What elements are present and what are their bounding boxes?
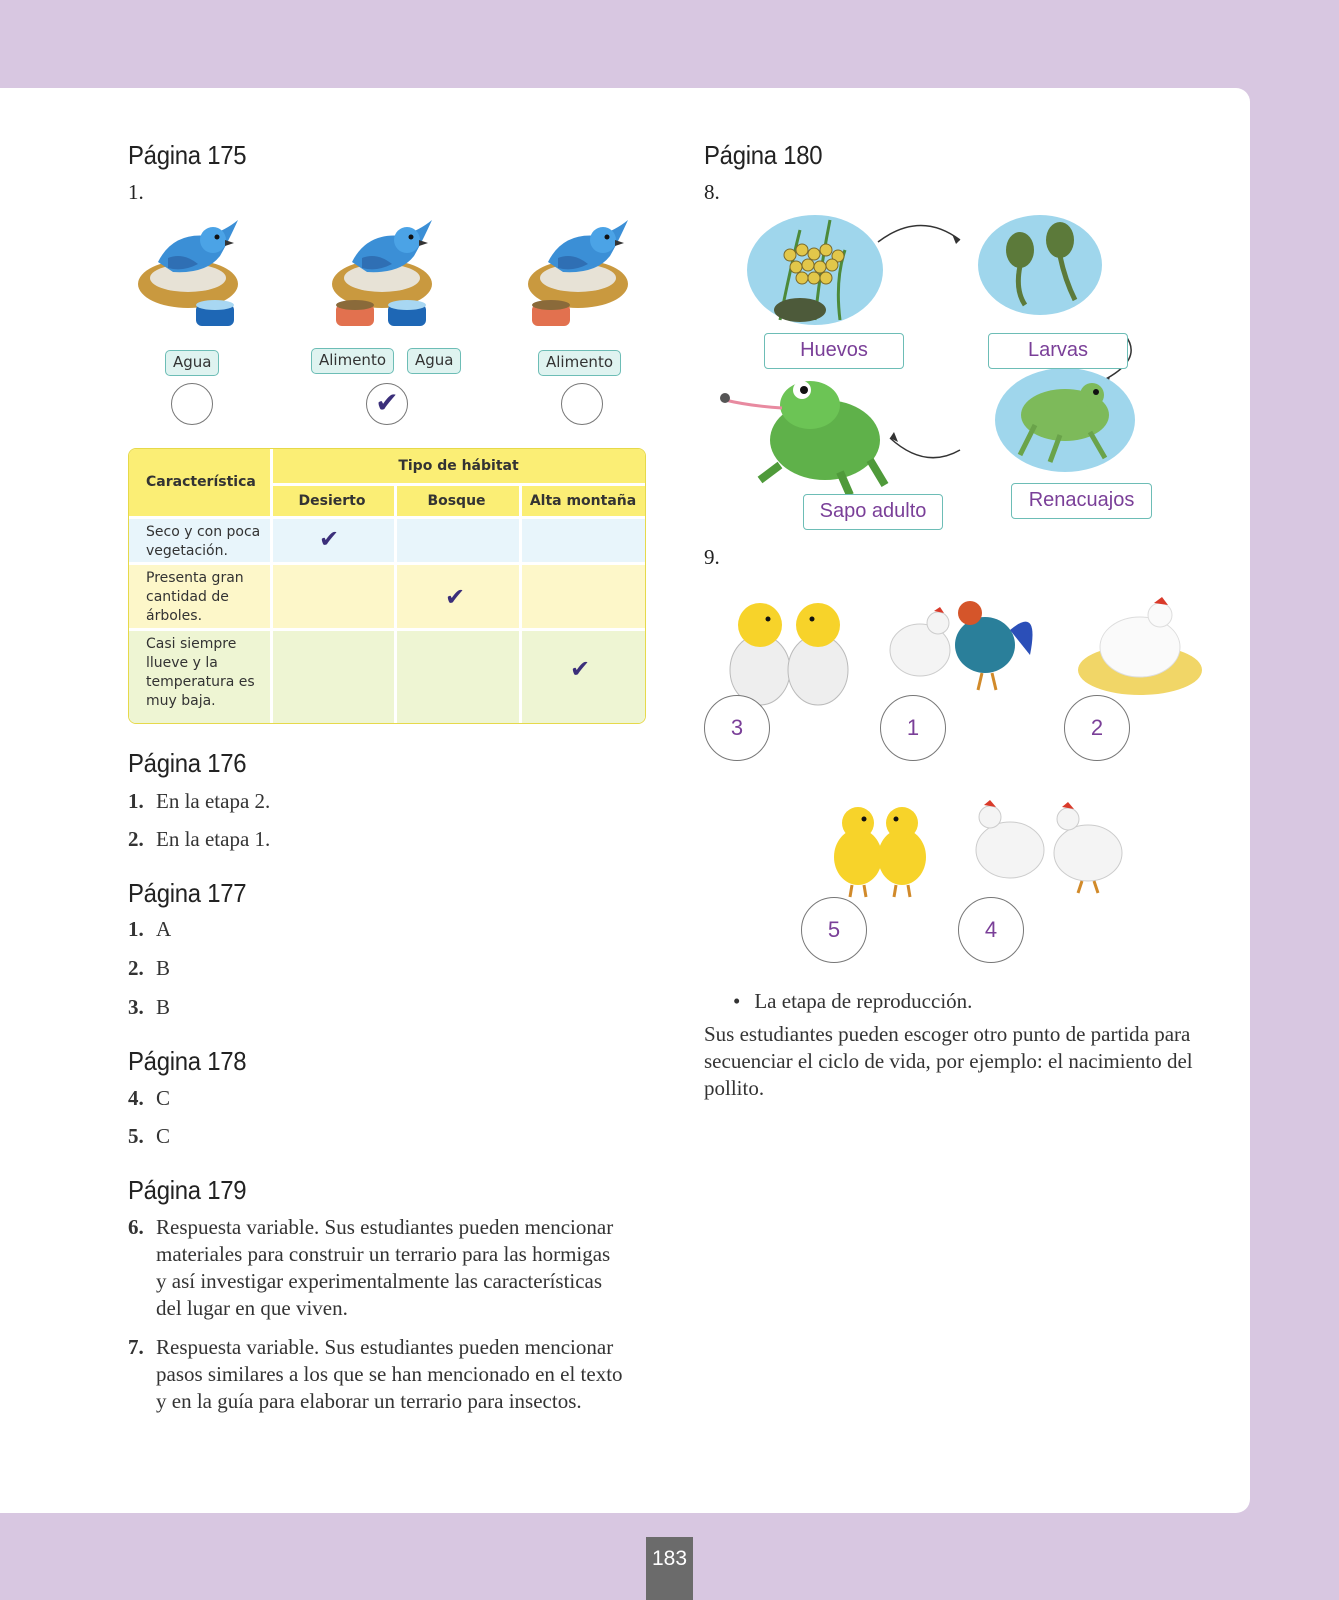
answer-circle-2-checked — [366, 383, 408, 425]
tag-alimento-3: Alimento — [538, 350, 621, 376]
sequence-number-1: 1 — [880, 695, 946, 761]
bird-nest-food-illustration — [518, 212, 638, 337]
list-item: 4. C — [128, 1086, 171, 1110]
answer-circle-3 — [561, 383, 603, 425]
list-item-line: del lugar en que viven. — [156, 1296, 348, 1320]
frog-life-cycle-diagram — [720, 210, 1160, 530]
tag-agua-2: Agua — [407, 348, 461, 374]
check-icon: ✔ — [319, 525, 340, 553]
list-item: 6. Respuesta variable. Sus estudiantes pueden mencionar — [128, 1215, 614, 1239]
table-row-llueve: Casi siempre llueve y la temperatura es muy baja. — [146, 636, 255, 709]
heading-pagina-178: Página 178 — [128, 1046, 247, 1076]
table-row-arboles: Presenta gran cantidad de árboles. — [146, 570, 244, 624]
heading-pagina-176: Página 176 — [128, 748, 247, 778]
bullet-icon: • — [733, 989, 741, 1013]
table-col-alta-montana: Alta montaña — [529, 493, 637, 509]
question-8-number: 8. — [704, 180, 720, 204]
habitat-table — [128, 448, 646, 724]
list-item: 2. En la etapa 1. — [128, 827, 271, 851]
bullet-item: • La etapa de reproducción. — [733, 989, 973, 1013]
answer-circle-1 — [171, 383, 213, 425]
heading-pagina-175: Página 175 — [128, 140, 247, 170]
table-col-bosque: Bosque — [427, 493, 486, 509]
list-item: 1. En la etapa 2. — [128, 789, 271, 813]
label-huevos: Huevos — [764, 333, 904, 369]
list-item-line: materiales para construir un terrario para las hormigas — [156, 1242, 611, 1266]
sequence-number-3: 3 — [704, 695, 770, 761]
list-item: 7. Respuesta variable. Sus estudiantes pueden mencionar — [128, 1335, 614, 1359]
table-header-caracteristica: Característica — [146, 474, 256, 490]
paragraph-line: Sus estudiantes pueden escoger otro punto de partida para — [704, 1022, 1191, 1046]
tag-alimento-2: Alimento — [311, 348, 394, 374]
bird-nest-water-illustration — [128, 212, 248, 337]
check-icon: ✔ — [445, 583, 466, 611]
list-item: 2. B — [128, 956, 171, 980]
page-number: 183 — [646, 1537, 693, 1600]
chicken-cycle-illustrations-row2 — [820, 795, 1140, 905]
list-item-line: y así investigar experimentalmente las características — [156, 1269, 603, 1293]
label-larvas: Larvas — [988, 333, 1128, 369]
sequence-number-5: 5 — [801, 897, 867, 963]
list-item: 3. B — [128, 995, 171, 1019]
list-item: 5. C — [128, 1124, 171, 1148]
heading-pagina-179: Página 179 — [128, 1175, 247, 1205]
heading-pagina-177: Página 177 — [128, 878, 247, 908]
list-item: 1. A — [128, 917, 172, 941]
table-row-seco: Seco y con poca vegetación. — [146, 524, 261, 559]
heading-pagina-180: Página 180 — [704, 140, 823, 170]
label-renacuajos: Renacuajos — [1011, 483, 1152, 519]
check-icon: ✔ — [375, 388, 399, 419]
tag-agua-1: Agua — [165, 350, 219, 376]
check-icon: ✔ — [570, 655, 591, 683]
list-item-line: y en la guía para elaborar un terrario para insectos. — [156, 1389, 582, 1413]
list-item-line: pasos similares a los que se han mencionado en el texto — [156, 1362, 623, 1386]
paragraph-line: pollito. — [704, 1076, 765, 1100]
bird-nest-food-water-illustration — [322, 212, 442, 337]
sequence-number-2: 2 — [1064, 695, 1130, 761]
label-sapo-adulto: Sapo adulto — [803, 494, 943, 530]
table-col-desierto: Desierto — [298, 493, 366, 509]
question-1-number: 1. — [128, 180, 144, 204]
paragraph-line: secuenciar el ciclo de vida, por ejemplo: el nacimiento del — [704, 1049, 1193, 1073]
sequence-number-4: 4 — [958, 897, 1024, 963]
table-header-tipo-habitat: Tipo de hábitat — [398, 458, 519, 474]
chicken-cycle-illustrations-row1 — [720, 585, 1220, 715]
question-9-number: 9. — [704, 545, 720, 569]
